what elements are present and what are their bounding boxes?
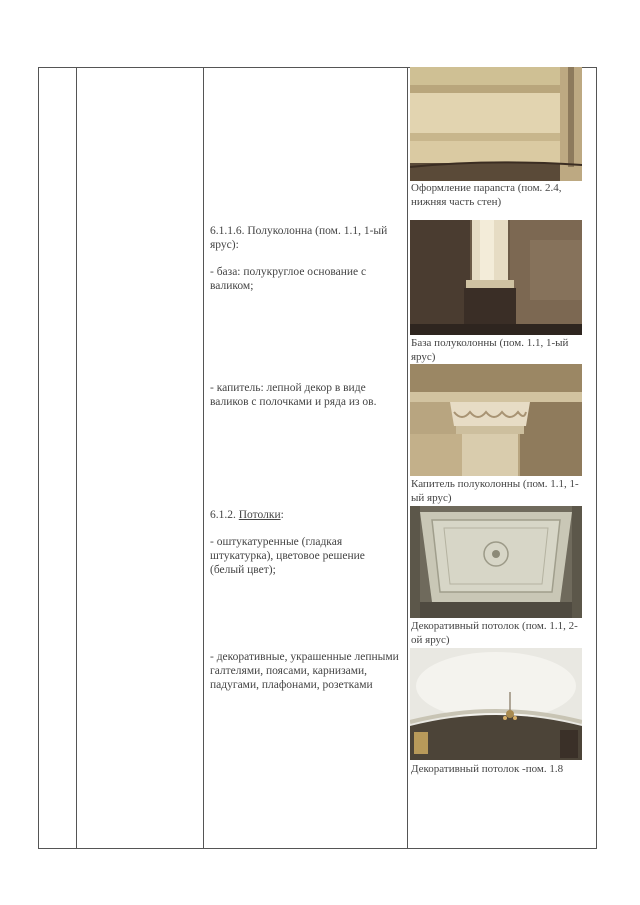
section-612-number: 6.1.2. [210, 509, 239, 521]
photo-decorative-ceiling-room18 [410, 648, 582, 760]
table-col-divider-2 [203, 67, 204, 849]
table-col-divider-1 [76, 67, 77, 849]
section-612-heading [210, 508, 395, 522]
decorative-ceiling-description: - декоративные, украшенные лепными галтелями, поясами, карнизами, падугами, плафонами, розетками [210, 651, 399, 691]
caption-column-base: База полуколонны (пом. 1.1, 1-ый ярус) [411, 337, 569, 363]
caption-column-capital: Капитель полуколонны (пом. 1.1, 1-ый ярус) [411, 478, 579, 504]
section-6116-heading: 6.1.1.6. Полуколонна (пом. 1.1, 1-ый ярус): [210, 225, 388, 251]
table-col-divider-3 [407, 67, 408, 849]
base-description: - база: полукруглое основание с валиком; [210, 266, 367, 292]
photo-column-base [410, 220, 582, 335]
table-left-border [38, 67, 39, 849]
table-right-border [596, 67, 597, 849]
section-612-title: Потолки [238, 509, 281, 521]
section-612-colon: : [280, 509, 284, 521]
plastered-ceiling-description: - оштукатуренные (гладкая штукатурка), цветовое решение (белый цвет); [210, 536, 365, 576]
table-bottom-border [38, 848, 597, 849]
photo-decorative-ceiling-tier2 [410, 506, 582, 618]
capital-description: - капитель: лепной декор в виде валиков с полочками и ряда из ов. [210, 382, 377, 408]
photo-column-capital [410, 364, 582, 476]
photo-wall-panel [410, 67, 582, 181]
caption-wall-panel: Оформление параnста (пом. 2.4, нижняя часть стен) [411, 182, 562, 208]
caption-decorative-ceiling-tier2: Декоративный потолок (пом. 1.1, 2-ой ярус) [411, 620, 578, 646]
caption-decorative-ceiling-room18: Декоративный потолок -пом. 1.8 [411, 763, 564, 775]
